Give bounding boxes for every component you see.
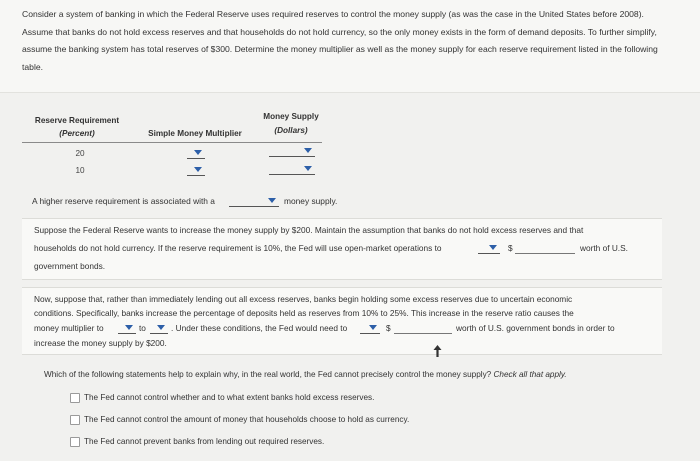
- option-checkbox-2[interactable]: [70, 415, 80, 425]
- intro-panel: [0, 0, 700, 93]
- money-supply-dropdown-row1[interactable]: [269, 146, 315, 157]
- q2-action-dropdown[interactable]: [478, 243, 500, 254]
- col-reserve-requirement-header: Reserve Requirement: [34, 116, 120, 125]
- chevron-down-icon: [157, 325, 165, 330]
- q3-multiplier-from-dropdown[interactable]: [118, 323, 136, 334]
- option-label-2: The Fed cannot control the amount of money that households choose to hold as currency.: [84, 415, 410, 424]
- q4-instruction: Check all that apply.: [493, 370, 567, 379]
- col-multiplier-header: Simple Money Multiplier: [148, 129, 242, 138]
- q3-multiplier-to-dropdown[interactable]: [150, 323, 168, 334]
- col-money-supply-unit: (Dollars): [274, 126, 308, 135]
- q2-line3: government bonds.: [34, 261, 106, 271]
- q2-dollar-sign: $: [508, 243, 513, 253]
- q3-line3d: worth of U.S. government bonds in order to: [456, 323, 615, 333]
- q4-question-line: [44, 370, 567, 379]
- q3-panel: [22, 287, 662, 355]
- intro-text: Consider a system of banking in which the Federal Reserve uses required reserves to control the money supply (as was the case in the United States before 2008). Assume that banks do not hold excess reserves and that households do not hold currency, so the only money exists in the form of demand deposits. To further simplify, assume the banking system has total reserves of $300. Determine the money multiplier as well as the money supply for each reserve requirement listed in the following table.: [22, 9, 658, 72]
- chevron-down-icon: [489, 245, 497, 250]
- q3-line3a: money multiplier to: [34, 323, 104, 333]
- q3-line1: Now, suppose that, rather than immediately lending out all excess reserves, banks begin holding some excess reserves due to uncertain economic: [34, 294, 573, 304]
- q1-dropdown[interactable]: [229, 196, 279, 207]
- multiplier-dropdown-row1[interactable]: [187, 148, 205, 159]
- chevron-down-icon: [369, 325, 377, 330]
- chevron-down-icon: [194, 150, 202, 155]
- q2-line2-end: worth of U.S.: [580, 243, 628, 253]
- chevron-down-icon: [125, 325, 133, 330]
- option-label-3: The Fed cannot prevent banks from lending out required reserves.: [84, 437, 325, 446]
- multiplier-dropdown-row2[interactable]: [187, 165, 205, 176]
- chevron-down-icon: [304, 148, 312, 153]
- option-checkbox-1[interactable]: [70, 393, 80, 403]
- money-supply-dropdown-row2[interactable]: [269, 164, 315, 175]
- option-checkbox-3[interactable]: [70, 437, 80, 447]
- q3-line4: increase the money supply by $200.: [34, 338, 167, 348]
- q3-dollar-sign: $: [386, 323, 391, 333]
- chevron-down-icon: [194, 167, 202, 172]
- q1-text-before: A higher reserve requirement is associated with a: [32, 196, 215, 206]
- q3-amount-input[interactable]: [394, 323, 452, 334]
- col-reserve-requirement-unit: (Percent): [59, 129, 95, 138]
- q2-panel: [22, 218, 662, 280]
- q1-text-after: money supply.: [284, 196, 338, 206]
- q3-line3c: . Under these conditions, the Fed would need to: [171, 323, 348, 333]
- table-row-req: 20: [75, 149, 85, 158]
- q2-line2: households do not hold currency. If the reserve requirement is 10%, the Fed will use open-market operations to: [34, 243, 442, 253]
- table-row-req: 10: [75, 166, 85, 175]
- option-label-1: The Fed cannot control whether and to what extent banks hold excess reserves.: [84, 393, 375, 402]
- q2-line1: Suppose the Federal Reserve wants to increase the money supply by $200. Maintain the assumption that banks do not hold excess reserves and that: [34, 225, 584, 235]
- header-divider: [22, 142, 322, 143]
- col-money-supply-header: Money Supply: [263, 112, 319, 121]
- q3-line2: conditions. Specifically, banks increase the percentage of deposits held as reserves from 10% to 25%. This increase in the reserve ratio causes the: [34, 308, 574, 318]
- chevron-down-icon: [304, 166, 312, 171]
- q3-line3b: to: [139, 323, 146, 333]
- chevron-down-icon: [268, 198, 276, 203]
- q3-action-dropdown[interactable]: [360, 323, 380, 334]
- cursor-icon: [433, 345, 442, 357]
- q4-question: Which of the following statements help to explain why, in the real world, the Fed cannot precisely control the money supply?: [44, 370, 492, 379]
- q2-amount-input[interactable]: [515, 243, 575, 254]
